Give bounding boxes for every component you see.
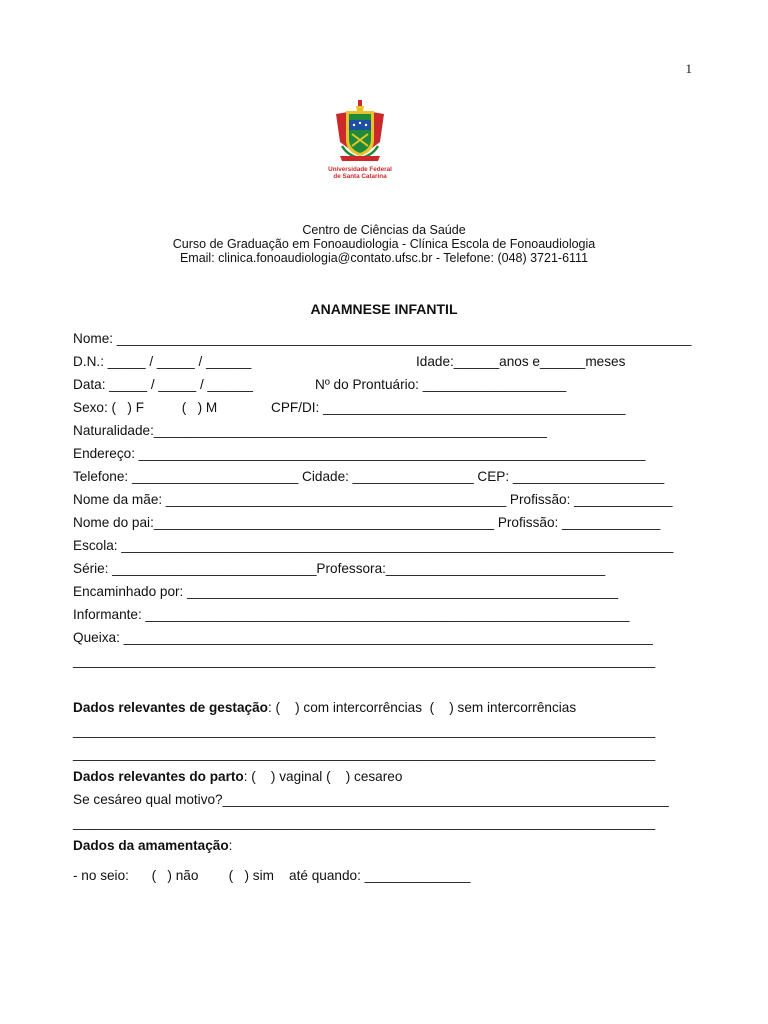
- amamentacao-label: Dados da amamentação: [73, 838, 229, 853]
- field-naturalidade: Naturalidade:____________________________________________________: [73, 423, 547, 438]
- field-nome-pai: Nome do pai:_____________________________________________ Profissão: _____________: [73, 515, 661, 530]
- field-seio: - no seio: ( ) não ( ) sim até quando: ______________: [73, 868, 471, 883]
- amamentacao-row: [73, 838, 232, 853]
- parto-label: Dados relevantes do parto: [73, 769, 244, 784]
- field-nome-mae: Nome da mãe: _____________________________________________ Profissão: _____________: [73, 492, 673, 507]
- field-data: Data: _____ / _____ / ______: [73, 377, 253, 392]
- blank-line: _____________________________________________________________________________: [73, 653, 656, 668]
- field-idade: Idade:______anos e______meses: [416, 354, 626, 369]
- parto-row: [73, 769, 402, 784]
- blank-line: _____________________________________________________________________________: [73, 746, 656, 761]
- field-serie: Série: ___________________________Professora:_____________________________: [73, 561, 606, 576]
- gestacao-row: [73, 700, 576, 715]
- field-endereco: Endereço: ___________________________________________________________________: [73, 446, 646, 461]
- gestacao-options: : ( ) com intercorrências ( ) sem intercorrências: [267, 700, 577, 715]
- university-logo: [318, 98, 402, 182]
- field-queixa: Queixa: ______________________________________________________________________: [73, 630, 653, 645]
- logo-text-line2: de Santa Catarina: [333, 173, 387, 180]
- amamentacao-suffix: :: [228, 838, 233, 853]
- page-title: ANAMNESE INFANTIL: [310, 301, 458, 317]
- field-cpf: CPF/DI: ________________________________________: [271, 400, 626, 415]
- gestacao-label: Dados relevantes de gestação: [73, 700, 268, 715]
- header-line-3: Email: clinica.fonoaudiologia@contato.ufsc.br - Telefone: (048) 3721-6111: [179, 251, 589, 265]
- header-line-2: Curso de Graduação em Fonoaudiologia - Clínica Escola de Fonoaudiologia: [172, 237, 596, 251]
- field-nome: Nome: ____________________________________________________________________________: [73, 331, 692, 346]
- field-sexo: Sexo: ( ) F ( ) M: [73, 400, 218, 415]
- field-dn: D.N.: _____ / _____ / ______: [73, 354, 252, 369]
- parto-options: : ( ) vaginal ( ) cesareo: [243, 769, 403, 784]
- header: [0, 223, 768, 265]
- field-telefone: Telefone: ______________________ Cidade: ________________ CEP: ____________________: [73, 469, 665, 484]
- field-encaminhado: Encaminhado por: _________________________________________________________: [73, 584, 619, 599]
- field-informante: Informante: ________________________________________________________________: [73, 607, 630, 622]
- field-escola: Escola: _________________________________________________________________________: [73, 538, 674, 553]
- field-prontuario: Nº do Prontuário: ___________________: [315, 377, 567, 392]
- page-number: 1: [685, 61, 692, 76]
- logo-text-line1: Universidade Federal: [328, 166, 392, 173]
- field-motivo: Se cesáreo qual motivo?___________________________________________________________: [73, 792, 669, 807]
- blank-line: _____________________________________________________________________________: [73, 723, 656, 738]
- header-line-1: Centro de Ciências da Saúde: [302, 223, 466, 237]
- blank-line: _____________________________________________________________________________: [73, 815, 656, 830]
